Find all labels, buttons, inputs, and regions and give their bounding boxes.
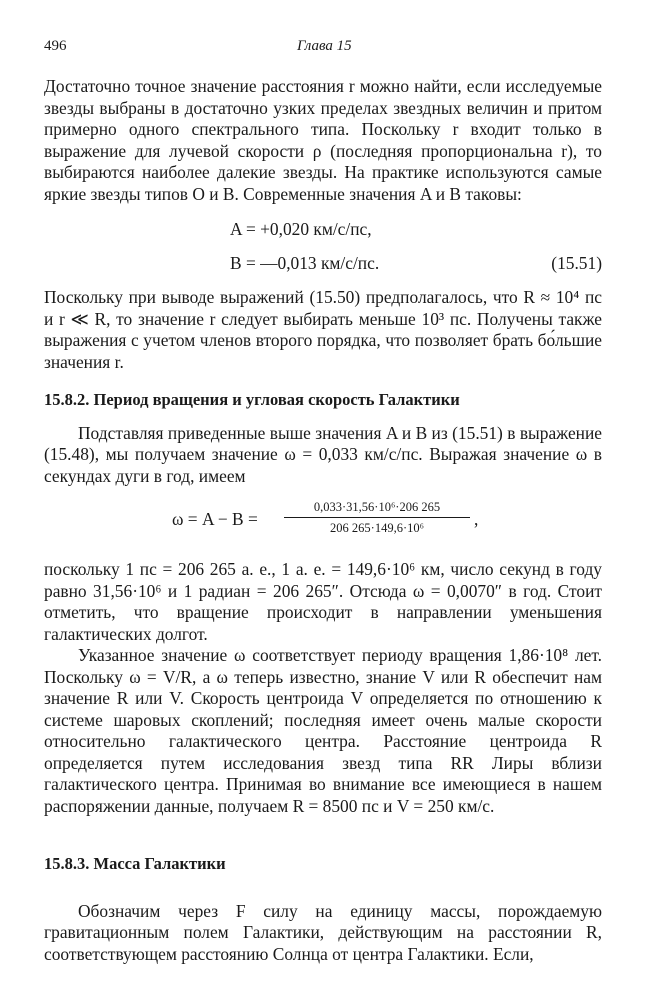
equation-a: A = +0,020 км/с/пс, bbox=[230, 219, 372, 239]
equation-comma: , bbox=[474, 509, 479, 529]
equation-lhs: ω = A − B = bbox=[172, 509, 258, 529]
page-header bbox=[44, 38, 606, 58]
paragraph: Обозначим через F силу на единицу массы, порождаемую гравитационным полем Галактики, действующим на расстоянии R, соответствующем расстоянию Солнца от центра Галактики. Если, bbox=[44, 900, 602, 964]
paragraph: Подставляя приведенные выше значения A и B из (15.51) в выражение (15.48), мы получаем значение ω = 0,033 км/с/пс. Выражая значение ω в секундах дуги в год, имеем bbox=[44, 422, 602, 486]
paragraph: поскольку 1 пс = 206 265 а. е., 1 а. е. = 149,6·10⁶ км, число секунд в году равно 31,56·10⁶ и 1 радиан = 206 265″. Отсюда ω = 0,0070″ в год. Стоит отметить, что вращение происходит в направлении уменьшения галактических долгот. bbox=[44, 559, 602, 644]
page-number: 496 bbox=[44, 38, 67, 54]
section-heading: 15.8.3. Масса Галактики bbox=[44, 854, 226, 873]
equation-line bbox=[44, 213, 602, 247]
equation-omega bbox=[44, 491, 602, 551]
paragraph: Указанное значение ω соответствует периоду вращения 1,86·10⁸ лет. Поскольку ω = V/R, а ω теперь известно, знание V или R обеспечит нам значение R или V. Скорость центроида V определяется по отношению к системе шаровых скоплений; последняя имеет очень малые скорости относительно галактического центра. Расстояние центроида R определяется путем исследования звезд типа RR Лиры вблизи галактического центра. Принимая во внимание все имеющиеся в нашем распоряжении данные, получаем R = 8500 пс и V = 250 км/с. bbox=[44, 645, 602, 816]
equation-line bbox=[44, 247, 602, 281]
equation-b: B = —0,013 км/с/пс. bbox=[230, 253, 380, 273]
paragraph: Достаточно точное значение расстояния r можно найти, если исследуемые звезды выбраны в достаточно узких пределах звездных величин и притом примерно одного спектрального типа. Поскольку r входит только в выражение для лучевой скорости ρ (последняя пропорциональна r), то выбираются наиболее далекие звезды. На практике используются самые яркие звезды типов O и B. Современные значения A и B таковы: bbox=[44, 76, 602, 204]
page-body bbox=[44, 76, 602, 965]
equation-block bbox=[44, 213, 602, 281]
fraction-denominator: 206 265·149,6·10⁶ bbox=[330, 521, 424, 535]
chapter-title: Глава 15 bbox=[297, 38, 352, 54]
fraction bbox=[284, 499, 470, 536]
fraction-numerator: 0,033·31,56·10⁶·206 265 bbox=[284, 499, 470, 518]
paragraph: Поскольку при выводе выражений (15.50) предполагалось, что R ≈ 10⁴ пс и r ≪ R, то значение r следует выбирать меньше 10³ пс. Получены также выражения с учетом членов второго порядка, что позволяет брать бо́льшие значения r. bbox=[44, 287, 602, 372]
equation-number: (15.51) bbox=[551, 253, 602, 273]
section-heading: 15.8.2. Период вращения и угловая скорость Галактики bbox=[44, 390, 460, 409]
